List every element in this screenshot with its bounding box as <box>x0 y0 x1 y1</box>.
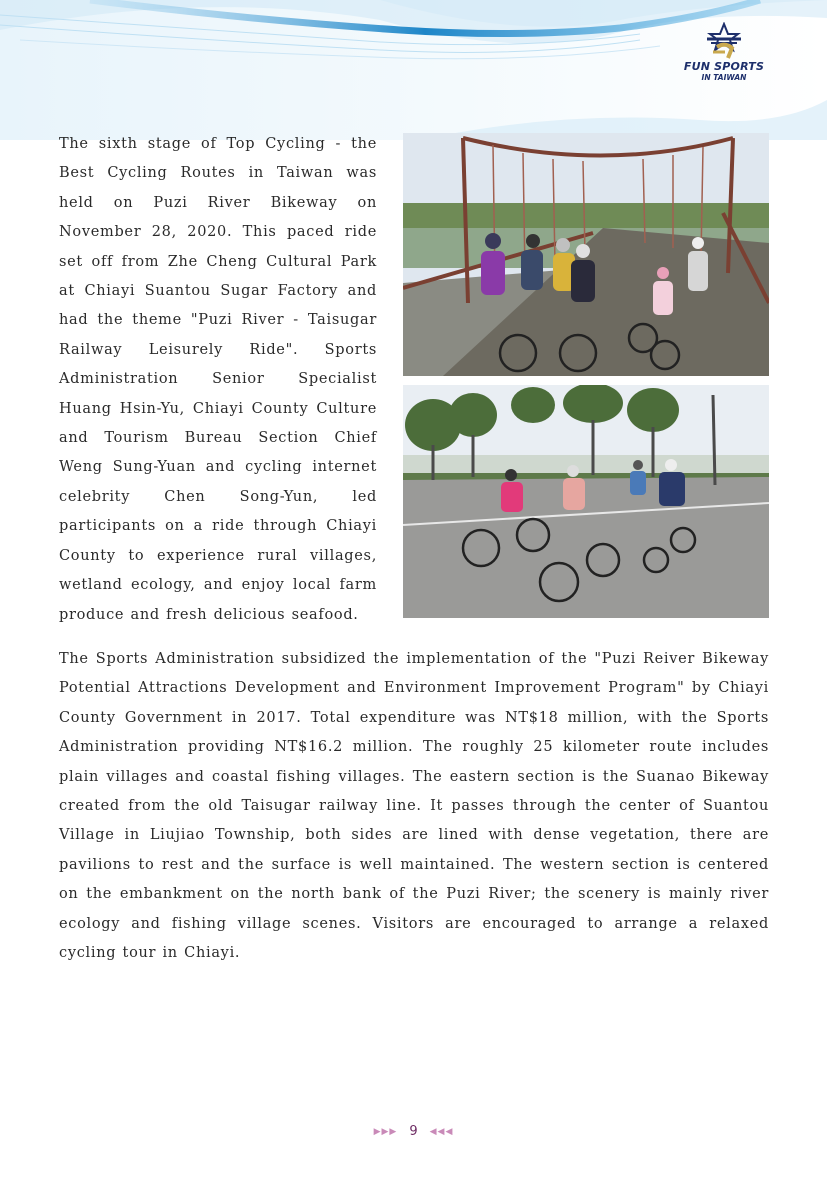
page-number: 9 <box>409 1124 418 1139</box>
logo-subtitle: IN TAIWAN <box>701 73 747 82</box>
left-arrows-icon: ◀◀◀ <box>429 1127 454 1137</box>
runner-star-icon <box>701 22 747 60</box>
page-footer <box>0 1124 827 1139</box>
photo-column <box>403 133 769 618</box>
photo-bridge-cyclists <box>403 133 769 376</box>
paragraph-bikeway-program: The Sports Administration subsidized the implementation of the "Puzi Reiver Bikeway Potential Attractions Development and Environment Improvement Program" by Chiayi County Government in 2017. Total expenditure was NT$18 million, with the Sports Administration providing NT$16.2 million. The roughly 25 kilometer route includes plain villages and coastal fishing villages. The eastern section is the Suanao Bikeway created from the old Taisugar railway line. It passes through the center of Suantou Village in Liujiao Township, both sides are lined with dense vegetation, there are pavilions to rest and the surface is well maintained. The western section is centered on the embankment on the north bank of the Puzi River; the scenery is mainly river ecology and fishing village scenes. Visitors are encouraged to arrange a relaxed cycling tour in Chiayi. <box>59 650 769 961</box>
fun-sports-logo <box>679 22 769 92</box>
photo-road-cyclists <box>403 385 769 618</box>
paragraph-event-summary: The sixth stage of Top Cycling - the Best Cycling Routes in Taiwan was held on Puzi River Bikeway on November 28, 2020. This paced ride set off from Zhe Cheng Cultural Park at Chiayi Suantou Sugar Factory and had the theme "Puzi River - Taisugar Railway Leisurely Ride". Sports Administration Senior Specialist Huang Hsin-Yu, Chiayi County Culture and Tourism Bureau Section Chief Weng Sung-Yuan and cycling internet celebrity Chen Song-Yun, led participants on a ride through Chiayi County to experience rural villages, wetland ecology, and enjoy local farm produce and fresh delicious seafood. <box>59 136 377 623</box>
article-body <box>59 130 769 968</box>
logo-title: FUN SPORTS <box>683 60 765 73</box>
right-arrows-icon: ▶▶▶ <box>373 1127 398 1137</box>
